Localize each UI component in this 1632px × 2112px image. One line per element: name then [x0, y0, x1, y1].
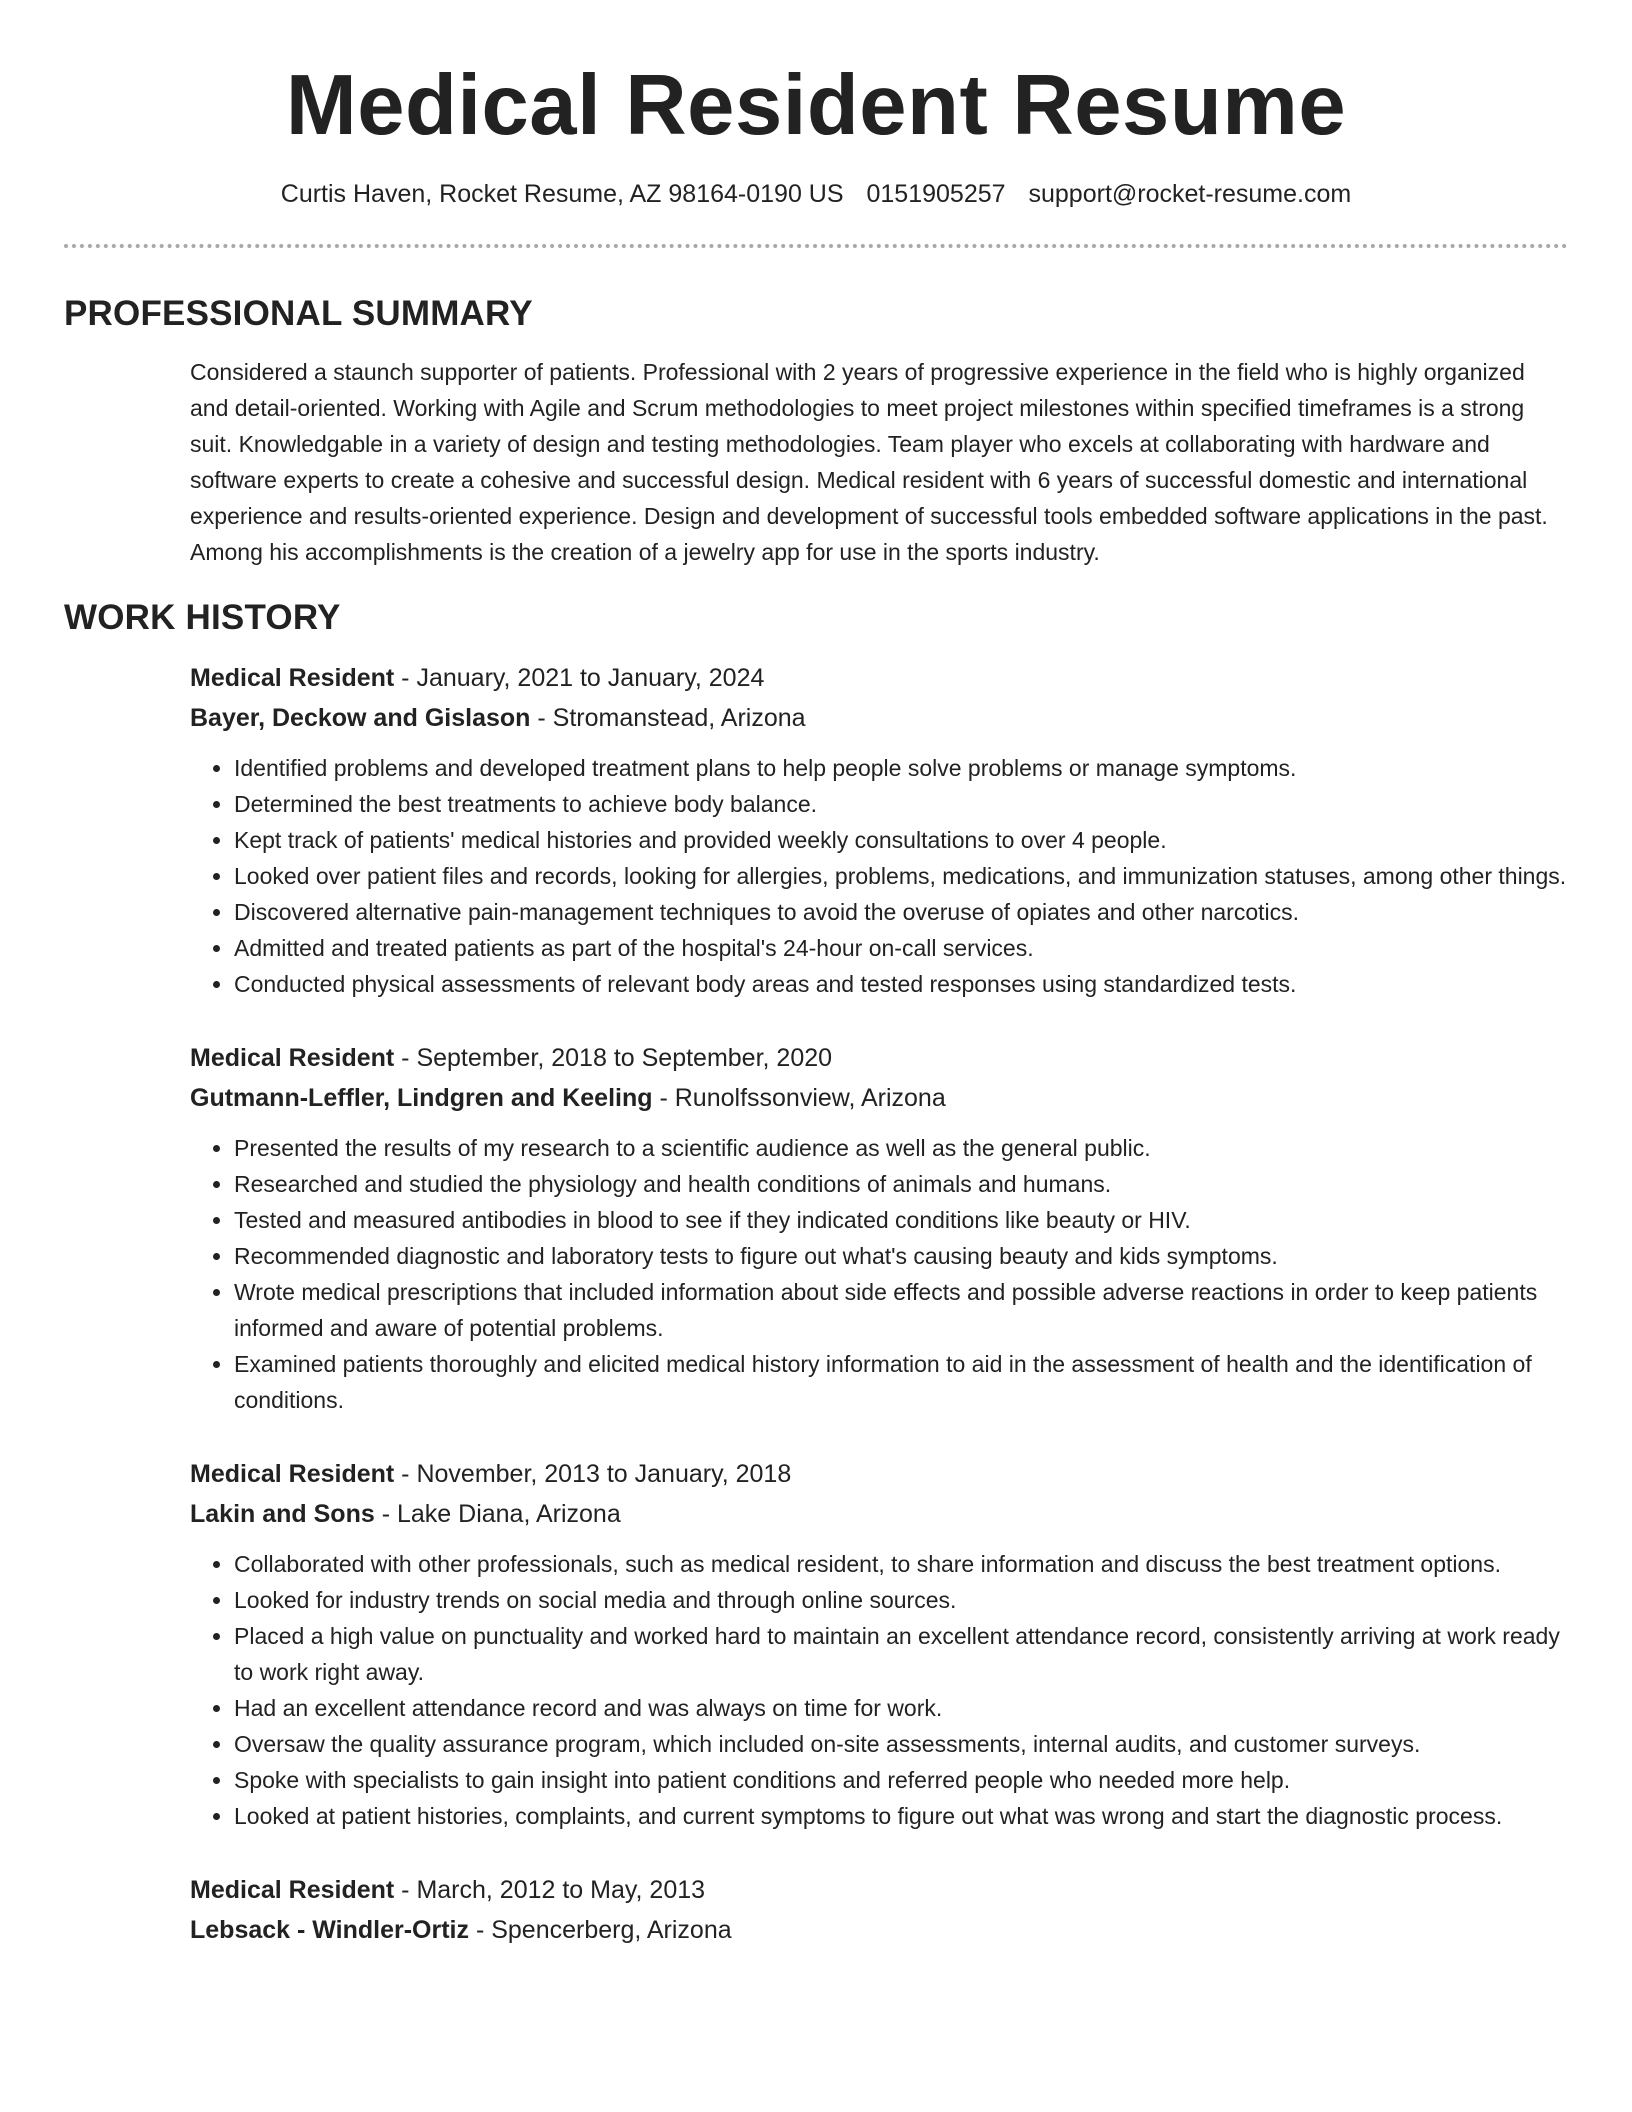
contact-email: support@rocket-resume.com: [1028, 180, 1352, 208]
job-bullet: • Looked for industry trends on social media and through online sources.: [234, 1582, 1568, 1618]
job-dates: - March, 2012 to May, 2013: [394, 1876, 706, 1904]
job-bullet: • Admitted and treated patients as part of the hospital's 24-hour on-call services.: [234, 930, 1568, 966]
job-title: Medical Resident: [190, 664, 395, 692]
job-title: Medical Resident: [190, 1460, 395, 1488]
job-bullet: • Recommended diagnostic and laboratory tests to figure out what's causing beauty and kids symptoms.: [234, 1238, 1568, 1274]
contact-address: Curtis Haven, Rocket Resume, AZ 98164-0190 US: [280, 180, 844, 208]
job-location: - Spencerberg, Arizona: [469, 1916, 732, 1944]
job-company-line: [190, 1494, 1568, 1534]
work-history-list: [190, 658, 1568, 1950]
job-bullet: • Had an excellent attendance record and was always on time for work.: [234, 1690, 1568, 1726]
job-title-line: [190, 1454, 1568, 1494]
job-location: - Stromanstead, Arizona: [530, 704, 806, 732]
job-bullet: • Spoke with specialists to gain insight into patient conditions and referred people who needed more help.: [234, 1762, 1568, 1798]
job-company-line: [190, 698, 1568, 738]
job-bullet: • Determined the best treatments to achieve body balance.: [234, 786, 1568, 822]
job-entry: [190, 1038, 1568, 1418]
job-company-line: [190, 1078, 1568, 1118]
job-location: - Runolfssonview, Arizona: [652, 1084, 946, 1112]
resume-title: Medical Resident Resume: [285, 58, 1347, 153]
job-bullet: • Oversaw the quality assurance program, which included on-site assessments, internal audits, and customer surveys.: [234, 1726, 1568, 1762]
job-company: Bayer, Deckow and Gislason: [190, 704, 531, 732]
job-title-line: [190, 1870, 1568, 1910]
job-bullet: • Wrote medical prescriptions that included information about side effects and possible adverse reactions in order to keep patients informed and aware of potential problems.: [234, 1274, 1568, 1346]
job-bullet: • Looked at patient histories, complaints, and current symptoms to figure out what was wrong and start the diagnostic process.: [234, 1798, 1568, 1834]
job-bullet: • Looked over patient files and records, looking for allergies, problems, medications, and immunization statuses, among other things.: [234, 858, 1568, 894]
job-company: Lakin and Sons: [190, 1500, 375, 1528]
summary-text: Considered a staunch supporter of patients. Professional with 2 years of progressive experience in the field who is highly organized and detail-oriented. Working with Agile and Scrum methodologies to meet project milestones within specified timeframes is a strong suit. Knowledgable in a variety of design and testing methodologies. Team player who excels at collaborating with hardware and software experts to create a cohesive and successful design. Medical resident with 6 years of successful domestic and international experience and results-oriented experience. Design and development of successful tools embedded software applications in the past. Among his accomplishments is the creation of a jewelry app for use in the sports industry.: [190, 359, 1548, 565]
contact-line: [64, 178, 1568, 210]
job-entry: [190, 1454, 1568, 1834]
job-title-line: [190, 658, 1568, 698]
job-entry: [190, 658, 1568, 1002]
job-bullet: • Tested and measured antibodies in blood to see if they indicated conditions like beauty or HIV.: [234, 1202, 1568, 1238]
work-history-heading: WORK HISTORY: [64, 598, 341, 637]
job-dates: - November, 2013 to January, 2018: [394, 1460, 792, 1488]
job-bullet: • Discovered alternative pain-management techniques to avoid the overuse of opiates and other narcotics.: [234, 894, 1568, 930]
contact-phone: 0151905257: [866, 180, 1006, 208]
header-divider: [64, 244, 1568, 248]
job-title: Medical Resident: [190, 1876, 395, 1904]
job-bullets: [190, 750, 1568, 1002]
job-title-line: [190, 1038, 1568, 1078]
job-bullet: • Researched and studied the physiology and health conditions of animals and humans.: [234, 1166, 1568, 1202]
job-bullets: [190, 1546, 1568, 1834]
job-dates: - January, 2021 to January, 2024: [394, 664, 765, 692]
job-bullet: • Identified problems and developed treatment plans to help people solve problems or manage symptoms.: [234, 750, 1568, 786]
job-company-line: [190, 1910, 1568, 1950]
job-location: - Lake Diana, Arizona: [374, 1500, 621, 1528]
job-bullets: [190, 1130, 1568, 1418]
summary-heading: PROFESSIONAL SUMMARY: [64, 294, 533, 333]
job-bullet: • Presented the results of my research to a scientific audience as well as the general public.: [234, 1130, 1568, 1166]
job-bullet: • Kept track of patients' medical histories and provided weekly consultations to over 4 people.: [234, 822, 1568, 858]
job-company: Gutmann-Leffler, Lindgren and Keeling: [190, 1084, 653, 1112]
job-bullet: • Conducted physical assessments of relevant body areas and tested responses using standardized tests.: [234, 966, 1568, 1002]
job-bullet: • Placed a high value on punctuality and worked hard to maintain an excellent attendance record, consistently arriving at work ready to work right away.: [234, 1618, 1568, 1690]
job-company: Lebsack - Windler-Ortiz: [190, 1916, 469, 1944]
job-entry: [190, 1870, 1568, 1950]
job-bullet: • Examined patients thoroughly and elicited medical history information to aid in the assessment of health and the identification of conditions.: [234, 1346, 1568, 1418]
job-dates: - September, 2018 to September, 2020: [394, 1044, 833, 1072]
job-title: Medical Resident: [190, 1044, 395, 1072]
job-bullet: • Collaborated with other professionals, such as medical resident, to share information and discuss the best treatment options.: [234, 1546, 1568, 1582]
